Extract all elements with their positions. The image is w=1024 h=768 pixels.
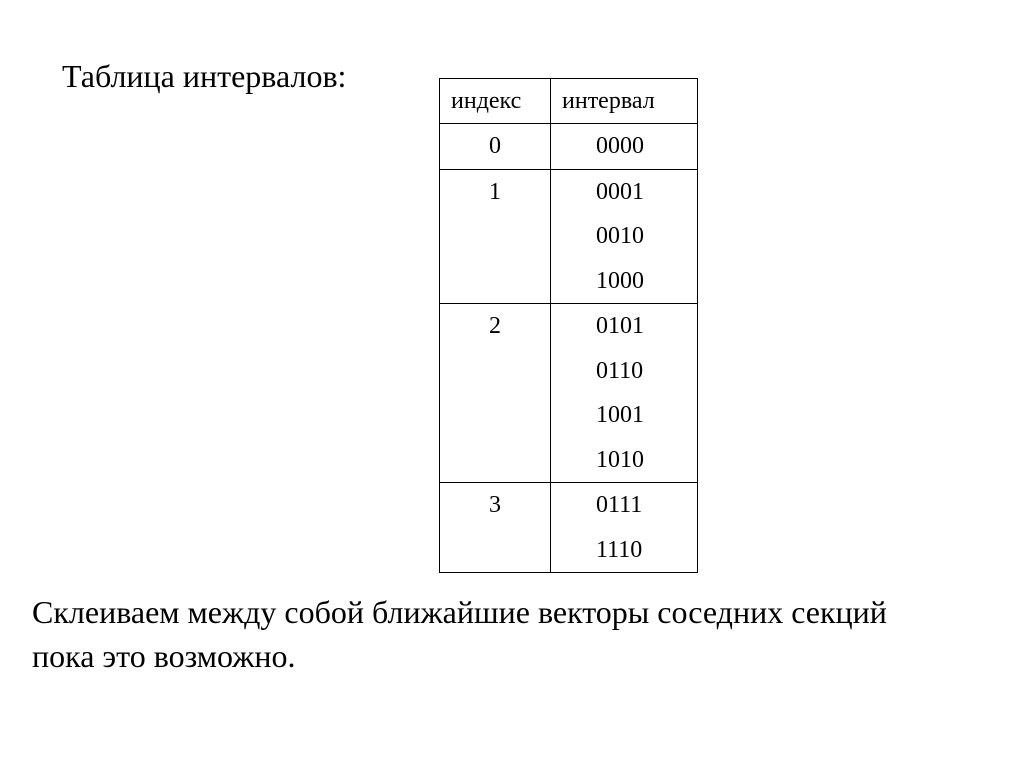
index-value: 0 (489, 133, 501, 159)
body-text (32, 590, 992, 678)
interval-cell (551, 304, 698, 483)
interval-value: 1110 (596, 536, 643, 563)
interval-table (439, 78, 698, 573)
index-value: 1 (489, 178, 501, 205)
table-row (440, 124, 698, 170)
index-cell (440, 124, 551, 170)
interval-value: 0111 (596, 492, 643, 518)
header-index: индекс (440, 79, 551, 124)
interval-value: 1000 (596, 267, 644, 294)
table-body (440, 124, 698, 573)
interval-value: 0001 (596, 178, 644, 205)
interval-cell (551, 124, 698, 170)
table-header-row (440, 79, 698, 124)
header-interval: интервал (551, 79, 698, 124)
interval-value: 0101 (596, 313, 644, 339)
index-value: 3 (489, 492, 501, 518)
interval-cell (551, 483, 698, 573)
interval-value: 1010 (596, 446, 644, 473)
interval-value: 0110 (596, 357, 644, 384)
body-text-line-1: Склеиваем между собой ближайшие векторы соседних секций (32, 594, 887, 630)
table-row (440, 483, 698, 573)
index-value: 2 (489, 313, 501, 339)
interval-value: 0000 (596, 133, 644, 159)
table-row (440, 169, 698, 304)
index-cell (440, 304, 551, 483)
body-text-line-2: пока это возможно. (32, 638, 296, 674)
slide-title: Таблица интервалов: (62, 58, 347, 94)
interval-cell (551, 169, 698, 304)
table-row (440, 304, 698, 483)
interval-value: 0010 (596, 223, 644, 249)
index-cell (440, 169, 551, 304)
index-cell (440, 483, 551, 573)
interval-value: 1001 (596, 402, 644, 428)
